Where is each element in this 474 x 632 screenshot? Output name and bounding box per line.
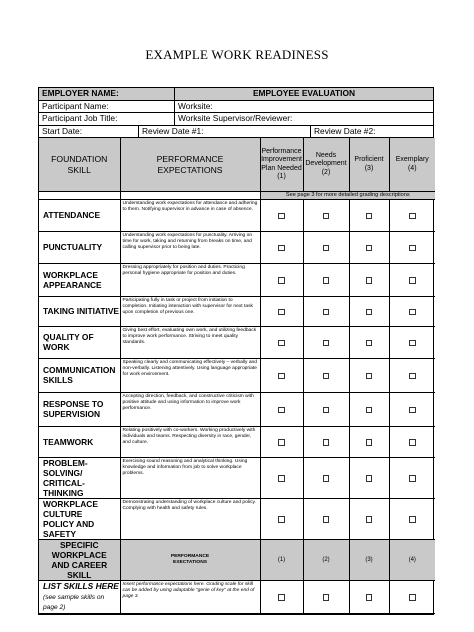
skill-description: Participating fully in task or project from initiation to completion. Initiating interaction with supervisor for next task upon completion of previous one. [120, 296, 260, 326]
skill-row [39, 358, 435, 392]
skill-name: ATTENDANCE [39, 199, 120, 231]
grading-note: See page 3 for more detailed grading descriptions [260, 191, 435, 199]
specific-skill-header: SPECIFIC WORKPLACE AND CAREER SKILL [39, 539, 120, 580]
employer-name-label: EMPLOYER NAME: [39, 88, 175, 100]
rating-checkbox[interactable] [366, 309, 373, 316]
rating-checkbox[interactable] [409, 373, 416, 380]
employee-evaluation-label: EMPLOYEE EVALUATION [252, 88, 356, 98]
rating-checkbox[interactable] [409, 277, 416, 284]
rating-checkbox[interactable] [278, 407, 285, 414]
employer-row [39, 88, 433, 101]
rating-checkbox[interactable] [323, 245, 330, 252]
skills-table [39, 138, 435, 614]
rating-checkbox[interactable] [323, 475, 330, 482]
rating-checkbox[interactable] [278, 213, 285, 220]
rating-checkbox[interactable] [409, 245, 416, 252]
rating-checkbox[interactable] [366, 245, 373, 252]
skill-name: RESPONSE TO SUPERVISION [39, 392, 120, 426]
skill-description: Understanding work expectations for punctuality. Arriving on time for work, taking and returning from breaks on time, and calling supervisor prior to being late. [120, 231, 260, 263]
rating-checkbox[interactable] [323, 594, 330, 601]
skill-name: WORKPLACE APPEARANCE [39, 263, 120, 296]
rating-checkbox[interactable] [323, 407, 330, 414]
skill-row [39, 326, 435, 358]
grading-note-row [39, 191, 435, 199]
document-title: EXAMPLE WORK READINESS [145, 47, 329, 62]
skill-description: Speaking clearly and communicating effectively – verbally and non-verbally. Listening attentively. Using language appropriate for work environment. [120, 358, 260, 392]
worksite-field[interactable]: Worksite: [178, 100, 213, 111]
rating-checkbox[interactable] [366, 439, 373, 446]
worksite-supervisor-field[interactable]: Worksite Supervisor/Reviewer: [178, 113, 293, 124]
rating-checkbox[interactable] [323, 516, 330, 523]
specific-rating-4: (4) [389, 539, 435, 580]
rating-header-2: Needs Development (2) [303, 138, 349, 191]
rating-checkbox[interactable] [323, 439, 330, 446]
rating-checkbox[interactable] [366, 213, 373, 220]
rating-checkbox[interactable] [409, 594, 416, 601]
rating-checkbox[interactable] [278, 340, 285, 347]
skill-description: Accepting direction, feedback, and constructive criticism with positive attitude and using information to improve work performance. [120, 392, 260, 426]
rating-checkbox[interactable] [278, 309, 285, 316]
rating-header-3: Proficient (3) [349, 138, 389, 191]
rating-checkbox[interactable] [323, 340, 330, 347]
skill-row [39, 263, 435, 296]
skill-description: Giving best effort, evaluating own work, and utilizing feedback to improve work performance. Striving to meet quality standards. [120, 326, 260, 358]
skill-description: Relating positively with co-workers. Working productively with individuals and teams. Respecting diversity in race, gender, and culture. [120, 426, 260, 457]
skill-description: Demonstrating understanding of workplace culture and policy. Complying with health and safety rules. [120, 498, 260, 539]
specific-rating-1: (1) [260, 539, 303, 580]
skill-description: Exercising sound reasoning and analytical thinking. Using knowledge and information from job to solve workplace problems. [120, 457, 260, 498]
skill-row [39, 498, 435, 539]
skill-row [39, 457, 435, 498]
skill-name: TAKING INITIATIVE [39, 296, 120, 326]
rating-checkbox[interactable] [366, 594, 373, 601]
column-header-row [39, 138, 435, 191]
rating-checkbox[interactable] [409, 475, 416, 482]
skill-description: Dressing appropriately for position and duties. Practicing personal hygiene appropriate for position and duties. [120, 263, 260, 296]
specific-performance-header: PERFORMANCE EXECTATIONS [120, 539, 260, 580]
skill-row [39, 231, 435, 263]
list-skills-description: Insert performance expectations here. Grading scale for skill can be added by using adaptable "genie of key" at the end of page 3. [120, 580, 260, 613]
skill-name: QUALITY OF WORK [39, 326, 120, 358]
skill-name: PUNCTUALITY [39, 231, 120, 263]
rating-checkbox[interactable] [278, 277, 285, 284]
job-title-row [39, 113, 433, 126]
rating-checkbox[interactable] [366, 277, 373, 284]
rating-checkbox[interactable] [278, 516, 285, 523]
review-date-2-field[interactable]: Review Date #2: [314, 125, 376, 136]
rating-checkbox[interactable] [409, 213, 416, 220]
dates-row [39, 126, 433, 139]
rating-checkbox[interactable] [323, 213, 330, 220]
rating-checkbox[interactable] [278, 373, 285, 380]
skill-name: WORKPLACE CULTURE POLICY AND SAFETY [39, 498, 120, 539]
specific-rating-2: (2) [303, 539, 349, 580]
start-date-field[interactable]: Start Date: [39, 126, 139, 138]
skill-name: COMMUNICATION SKILLS [39, 358, 120, 392]
skill-name: TEAMWORK [39, 426, 120, 457]
rating-checkbox[interactable] [278, 245, 285, 252]
rating-checkbox[interactable] [366, 373, 373, 380]
participant-job-title-field[interactable]: Participant Job Title: [39, 113, 175, 125]
rating-checkbox[interactable] [366, 516, 373, 523]
rating-checkbox[interactable] [409, 407, 416, 414]
foundation-skill-header: FOUNDATION SKILL [39, 138, 120, 191]
list-skills-row [39, 580, 435, 613]
rating-checkbox[interactable] [366, 340, 373, 347]
rating-header-4: Exemplary (4) [389, 138, 435, 191]
skill-row [39, 426, 435, 457]
list-skills-name: LIST SKILLS HERE (see sample skills on page 2) [39, 580, 120, 613]
rating-checkbox[interactable] [366, 407, 373, 414]
rating-checkbox[interactable] [323, 277, 330, 284]
rating-checkbox[interactable] [409, 340, 416, 347]
rating-checkbox[interactable] [323, 309, 330, 316]
skill-row [39, 392, 435, 426]
rating-header-1: Performance Improvement Plan Needed (1) [260, 138, 303, 191]
specific-skill-header-row [39, 539, 435, 580]
evaluation-form [38, 87, 434, 615]
rating-checkbox[interactable] [323, 373, 330, 380]
specific-rating-3: (3) [349, 539, 389, 580]
rating-checkbox[interactable] [409, 309, 416, 316]
skill-name: PROBLEM-SOLVING/ CRITICAL-THINKING [39, 457, 120, 498]
rating-checkbox[interactable] [278, 439, 285, 446]
rating-checkbox[interactable] [409, 439, 416, 446]
rating-checkbox[interactable] [366, 475, 373, 482]
rating-checkbox[interactable] [278, 475, 285, 482]
skill-row [39, 296, 435, 326]
skill-row [39, 199, 435, 231]
skill-description: Understanding work expectations for attendance and adhering to them. Notifying supervisor in advance in case of absence. [120, 199, 260, 231]
rating-checkbox[interactable] [409, 516, 416, 523]
rating-checkbox[interactable] [278, 594, 285, 601]
participant-name-field[interactable]: Participant Name: [39, 101, 175, 113]
performance-expectations-header: PERFORMANCE EXPECTATIONS [120, 138, 260, 191]
participant-row [39, 101, 433, 114]
review-date-1-field[interactable]: Review Date #1: [139, 126, 311, 138]
